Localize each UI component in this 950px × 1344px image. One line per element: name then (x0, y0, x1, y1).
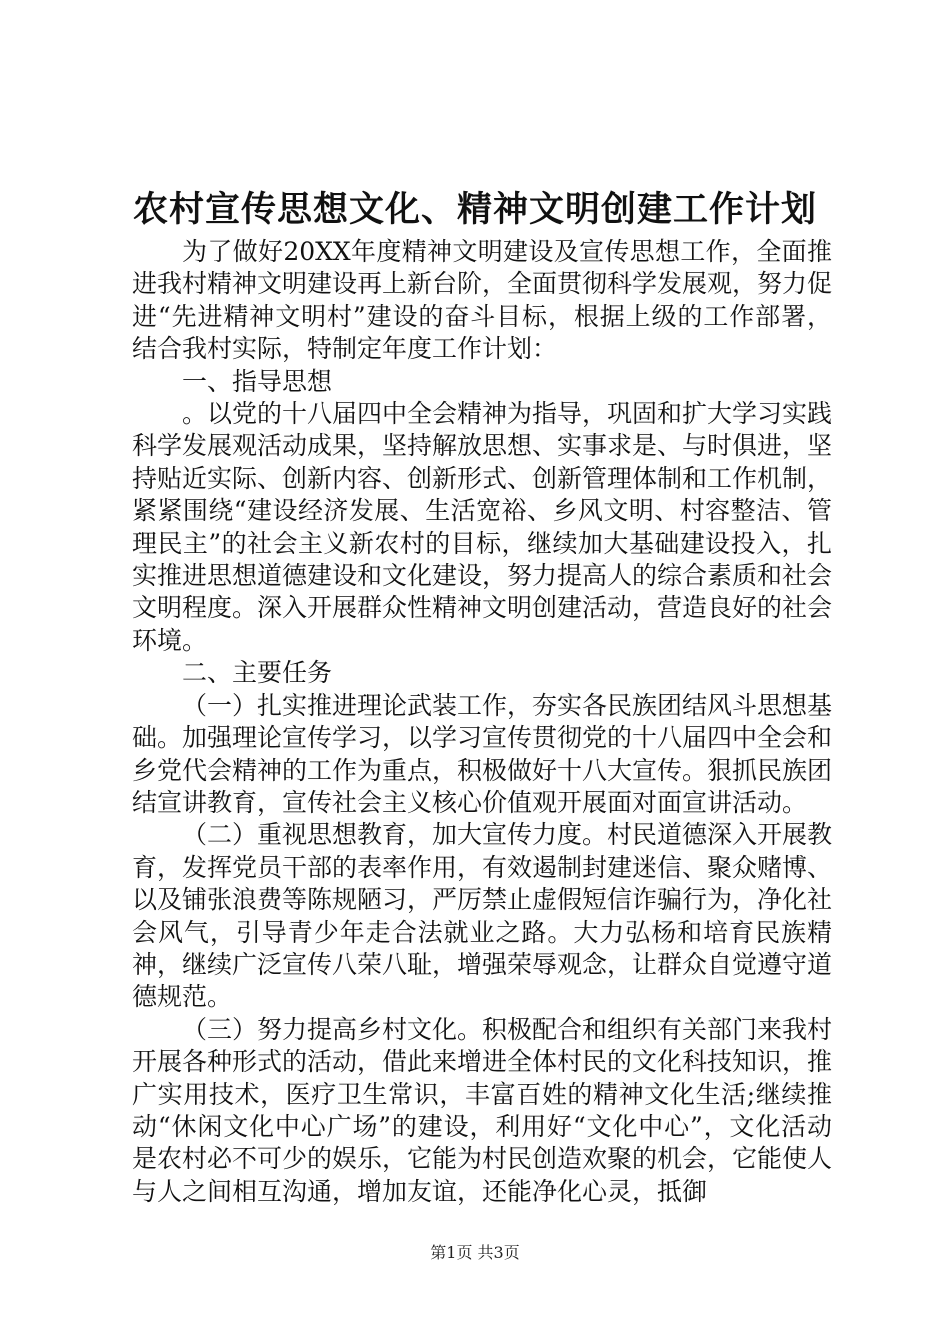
paragraph-task-2: （二）重视思想教育，加大宣传力度。村民道德深入开展教育，发挥党员干部的表率作用，有效遏制封建迷信、聚众赌博、以及铺张浪费等陈规陋习，严厉禁止虚假短信诈骗行为，净化社会风气，引导青少年走合法就业之路。大力弘杨和培育民族精神，继续广泛宣传八荣八耻，增强荣辱观念，让群众自觉遵守道德规范。 (132, 820, 833, 1012)
page-number-footer: 第1页 共3页 (430, 1243, 520, 1262)
paragraph-task-1: （一）扎实推进理论武装工作，夯实各民族团结风斗思想基础。加强理论宣传学习，以学习宣传贯彻党的十八届四中全会和乡党代会精神的工作为重点，积极做好十八大宣传。狠抓民族团结宣讲教育，宣传社会主义核心价值观开展面对面宣讲活动。 (132, 690, 833, 817)
paragraph-task-3: （三）努力提高乡村文化。积极配合和组织有关部门来我村开展各种形式的活动，借此来增进全体村民的文化科技知识，推广实用技术，医疗卫生常识，丰富百姓的精神文化生活;继续推动“休闲文化中心广场”的建设，利用好“文化中心”，文化活动是农村必不可少的娱乐，它能为村民创造欢聚的机会，它能使人与人之间相互沟通，增加友谊，还能净化心灵，抵御 (132, 1014, 833, 1206)
paragraph-guiding-thought: 。以党的十八届四中全会精神为指导，巩固和扩大学习实践科学发展观活动成果，坚持解放思想、实事求是、与时俱进，坚持贴近实际、创新内容、创新形式、创新管理体制和工作机制，紧紧围绕“建设经济发展、生活宽裕、乡风文明、村容整洁、管理民主”的社会主义新农村的目标，继续加大基础建设投入，扎实推进思想道德建设和文化建设，努力提高人的综合素质和社会文明程度。深入开展群众性精神文明创建活动，营造良好的社会环境。 (132, 399, 833, 655)
paragraph-intro: 为了做好20XX年度精神文明建设及宣传思想工作，全面推进我村精神文明建设再上新台阶，全面贯彻科学发展观，努力促进“先进精神文明村”建设的奋斗目标，根据上级的工作部署，结合我村实际，特制定年度工作计划： (132, 237, 833, 364)
document-body (132, 236, 832, 1208)
section-heading-main-tasks: 二、主要任务 (182, 658, 333, 688)
document-title: 农村宣传思想文化、精神文明创建工作计划 (132, 189, 817, 230)
section-heading-guiding-thought: 一、指导思想 (182, 366, 333, 396)
